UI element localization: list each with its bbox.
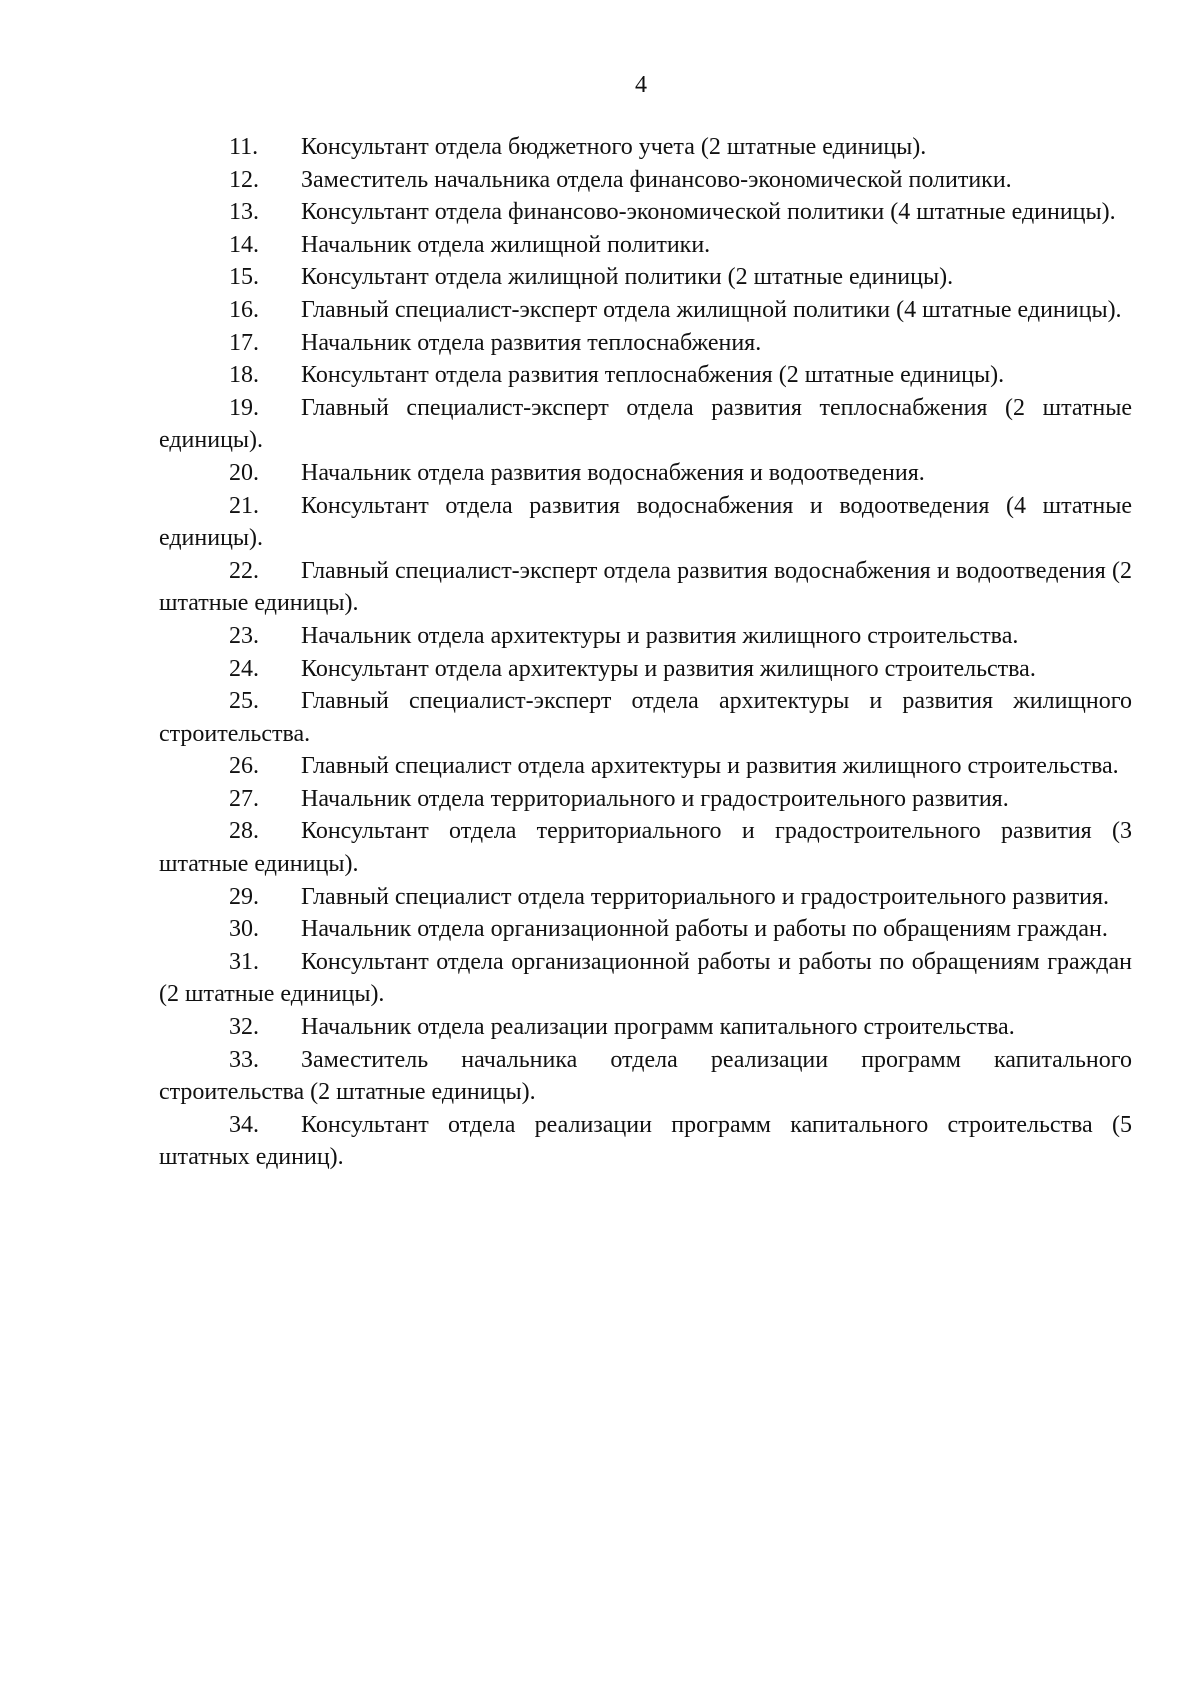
item-number: 24.: [229, 655, 259, 682]
list-item: [159, 1011, 1132, 1044]
item-text: Консультант отдела жилищной политики (2 штатные единицы).: [301, 264, 954, 291]
item-text: Консультант отдела территориального и градостроительного развития (3 штатные единицы).: [159, 818, 1132, 878]
list-item: [159, 653, 1132, 686]
list-item: [159, 164, 1132, 197]
item-number: 18.: [229, 362, 259, 389]
list-item: [159, 229, 1132, 262]
item-number: 20.: [229, 459, 259, 486]
item-text: Начальник отдела жилищной политики.: [301, 231, 711, 258]
item-text: Главный специалист-эксперт отдела развития водоснабжения и водоотведения (2 штатные единицы).: [159, 557, 1132, 617]
item-text: Консультант отдела архитектуры и развития жилищного строительства.: [301, 655, 1036, 682]
list-item: [159, 783, 1132, 816]
item-number: 14.: [229, 231, 259, 258]
list-item: [159, 131, 1132, 164]
position-list: [159, 131, 1132, 1174]
list-item: [159, 359, 1132, 392]
list-item: [159, 881, 1132, 914]
item-number: 26.: [229, 753, 259, 780]
item-text: Начальник отдела реализации программ капитального строительства.: [301, 1014, 1015, 1041]
item-number: 22.: [229, 557, 259, 584]
list-item: [159, 750, 1132, 783]
item-number: 16.: [229, 296, 259, 323]
item-number: 21.: [229, 492, 259, 519]
item-text: Главный специалист-эксперт отдела развития теплоснабжения (2 штатные единицы).: [159, 394, 1132, 454]
item-number: 30.: [229, 916, 259, 943]
item-number: 32.: [229, 1014, 259, 1041]
item-text: Консультант отдела финансово-экономической политики (4 штатные единицы).: [301, 199, 1116, 226]
list-item: [159, 392, 1132, 457]
item-number: 25.: [229, 688, 259, 715]
item-text: Консультант отдела организационной работы и работы по обращениям граждан (2 штатные единицы).: [159, 948, 1132, 1008]
item-text: Главный специалист отдела территориального и градостроительного развития.: [301, 883, 1109, 910]
item-text: Заместитель начальника отдела реализации программ капитального строительства (2 штатные единицы).: [159, 1046, 1132, 1106]
item-number: 11.: [229, 134, 259, 160]
list-item: [159, 490, 1132, 555]
item-text: Главный специалист отдела архитектуры и развития жилищного строительства.: [301, 753, 1119, 780]
item-text: Начальник отдела развития теплоснабжения.: [301, 329, 762, 356]
item-number: 31.: [229, 948, 259, 975]
item-text: Заместитель начальника отдела финансово-экономической политики.: [301, 166, 1012, 193]
item-text: Начальник отдела территориального и градостроительного развития.: [301, 785, 1009, 812]
item-number: 15.: [229, 264, 259, 291]
list-item: [159, 555, 1132, 620]
item-number: 19.: [229, 394, 259, 421]
item-text: Начальник отдела развития водоснабжения и водоотведения.: [301, 459, 925, 486]
item-text: Главный специалист-эксперт отдела жилищной политики (4 штатные единицы).: [301, 296, 1122, 323]
item-number: 23.: [229, 622, 259, 649]
list-item: [159, 815, 1132, 880]
item-number: 27.: [229, 785, 259, 812]
list-item: [159, 1044, 1132, 1109]
list-item: [159, 685, 1132, 750]
list-item: [159, 620, 1132, 653]
item-number: 33.: [229, 1046, 259, 1073]
item-number: 29.: [229, 883, 259, 910]
list-item: [159, 913, 1132, 946]
list-item: [159, 261, 1132, 294]
list-item: [159, 196, 1132, 229]
list-item: [159, 457, 1132, 490]
item-text: Начальник отдела архитектуры и развития жилищного строительства.: [301, 622, 1019, 649]
item-text: Главный специалист-эксперт отдела архитектуры и развития жилищного строительства.: [159, 688, 1132, 747]
list-item: [159, 1109, 1132, 1174]
item-text: Консультант отдела развития водоснабжения и водоотведения (4 штатные единицы).: [159, 492, 1132, 552]
item-number: 28.: [229, 818, 259, 845]
list-item: [159, 946, 1132, 1011]
item-text: Начальник отдела организационной работы и работы по обращениям граждан.: [301, 916, 1108, 943]
list-item: [159, 294, 1132, 327]
item-text: Консультант отдела развития теплоснабжения (2 штатные единицы).: [301, 362, 1005, 389]
item-text: Консультант отдела реализации программ капитального строительства (5 штатных единиц).: [159, 1111, 1132, 1171]
item-number: 34.: [229, 1111, 259, 1138]
item-text: Консультант отдела бюджетного учета (2 штатные единицы).: [301, 134, 927, 160]
page-number: 4: [635, 72, 647, 98]
item-number: 17.: [229, 329, 259, 356]
item-number: 13.: [229, 199, 259, 226]
item-number: 12.: [229, 166, 259, 193]
list-item: [159, 327, 1132, 360]
